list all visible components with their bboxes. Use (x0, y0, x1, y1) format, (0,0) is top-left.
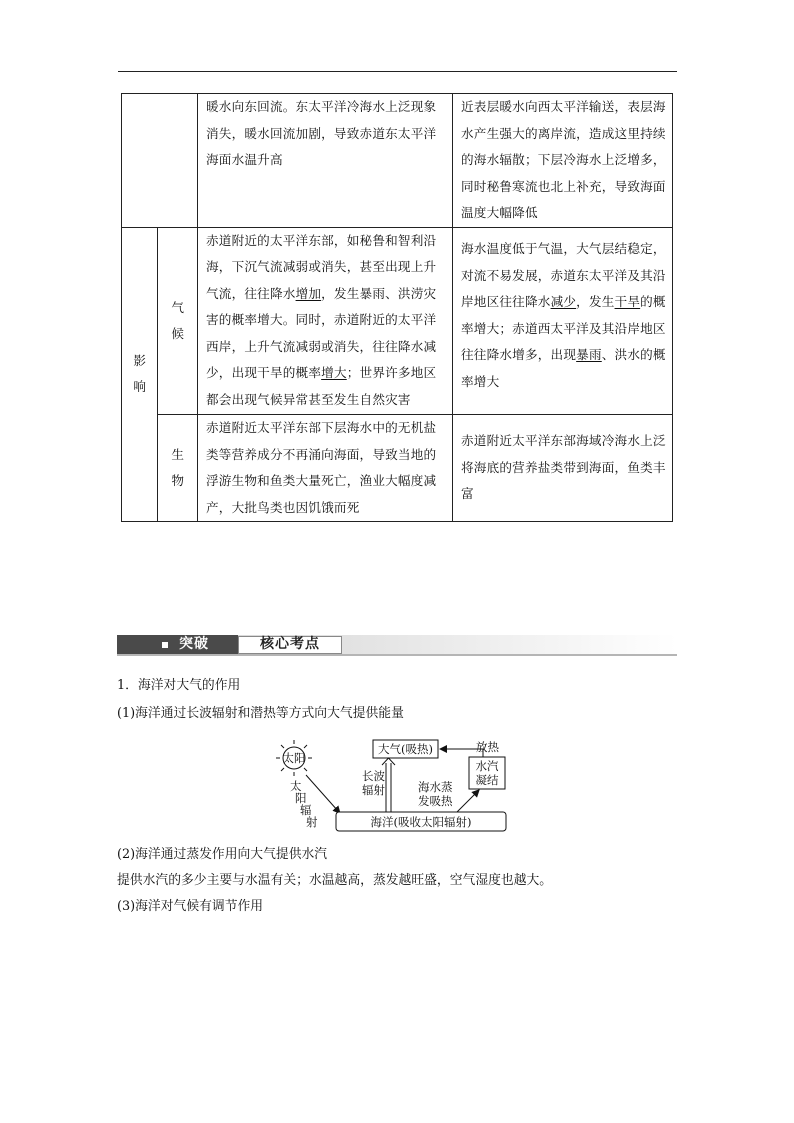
mechanism-elnino-text: 暖水向东回流。东太平洋冷海水上泛现象消失，暖水回流加剧，导致赤道东太平洋海面水温升高 (206, 99, 437, 167)
release-heat-label: 放热 (476, 740, 499, 754)
table-row-climate (122, 227, 673, 415)
impact-label-cell (122, 227, 158, 522)
evap-label-1: 海水蒸 (418, 780, 453, 794)
solar-label-3: 辐 (300, 803, 312, 817)
section-banner (117, 635, 677, 654)
underline-rainstorm: 暴雨 (576, 347, 602, 363)
solar-label-4: 射 (306, 815, 318, 829)
el-nino-table (121, 93, 673, 522)
table-cell-mechanism-lanina (453, 94, 673, 228)
longwave-label-2: 辐射 (362, 783, 385, 797)
paragraph-vapor-detail: 提供水汽的多少主要与水温有关；水温越高，蒸发越旺盛，空气湿度也越大。 (117, 873, 553, 888)
evap-label-2: 发吸热 (418, 794, 453, 808)
table-cell-biology-elnino (198, 415, 453, 522)
climate-label: 气候 (171, 299, 185, 341)
longwave-label-1: 长波 (362, 769, 385, 783)
climate-elnino-text: 赤道附近的太平洋东部，如秘鲁和智利沿海，下沉气流减弱或消失，甚至出现上升气流，往往降水增加，发生暴雨、洪涝灾害的概率增大。同时，赤道附近的太平洋西岸，上升气流减弱或消失，往往降水减少，出现干旱的概率增大；世界许多地区都会出现气候异常甚至发生自然灾害 (206, 232, 437, 407)
paragraph-vapor: (2)海洋通过蒸发作用向大气提供水汽 (117, 847, 328, 862)
climate-label-cell (158, 227, 198, 415)
underline-drought: 干旱 (614, 294, 641, 310)
underline-increase-2: 增大 (321, 365, 347, 380)
impact-label: 影响 (133, 353, 147, 394)
evaporation-arrow (457, 792, 477, 812)
vapor-label-2: 凝结 (475, 773, 499, 787)
climate-lanina-text: 海水温度低于气温，大气层结稳定，对流不易发展，赤道东太平洋及其沿岸地区往往降水减少，发生干旱的概率增大；赤道西太平洋及其沿岸地区往往降水增多，出现暴雨、洪水的概率增大 (461, 241, 666, 389)
solar-label-2: 阳 (295, 791, 307, 805)
sun-icon (276, 740, 312, 776)
mechanism-lanina-text: 近表层暖水向西太平洋输送，表层海水产生强大的离岸流，造成这里持续的海水辐散；下层冷海水上泛增多，同时秘鲁寒流也北上补充，导致海面温度大幅降低 (461, 99, 666, 220)
biology-lanina-text: 赤道附近太平洋东部海域冷海水上泛将海底的营养盐类带到海面，鱼类丰富 (461, 433, 666, 502)
banner-title: 核心考点 (260, 636, 320, 652)
table-cell-mechanism-elnino (198, 94, 453, 228)
header-rule (118, 71, 677, 72)
banner-tag: 突破 (179, 636, 209, 652)
atmosphere-label: 大气(吸热) (378, 742, 433, 756)
ocean-label: 海洋(吸收太阳辐射) (370, 815, 472, 829)
biology-label-cell (158, 415, 198, 522)
paragraph-climate-regulation: (3)海洋对气候有调节作用 (117, 899, 264, 914)
table-row-biology (122, 415, 673, 522)
table-cell-biology-lanina (453, 415, 673, 522)
section-heading: 1．海洋对大气的作用 (117, 678, 241, 693)
table-row-mechanism (122, 94, 673, 228)
solar-label-1: 太 (290, 779, 302, 793)
svg-text:太阳: 太阳 (282, 751, 306, 765)
table-cell-climate-lanina (453, 227, 673, 415)
square-bullet-icon (162, 642, 168, 648)
vapor-label-1: 水汽 (475, 759, 499, 773)
paragraph-energy: (1)海洋通过长波辐射和潜热等方式向大气提供能量 (117, 706, 404, 721)
table-cell-blank (122, 94, 198, 228)
table-cell-climate-elnino (198, 227, 453, 415)
ocean-atmosphere-diagram (270, 735, 515, 835)
underline-increase: 增加 (295, 285, 322, 301)
biology-elnino-text: 赤道附近太平洋东部下层海水中的无机盐类等营养成分不再涌向海面，导致当地的浮游生物和鱼类大量死亡，渔业大幅度减产，大批鸟类也因饥饿而死 (206, 420, 437, 515)
biology-label: 生物 (171, 446, 185, 488)
underline-decrease: 减少 (550, 294, 577, 310)
